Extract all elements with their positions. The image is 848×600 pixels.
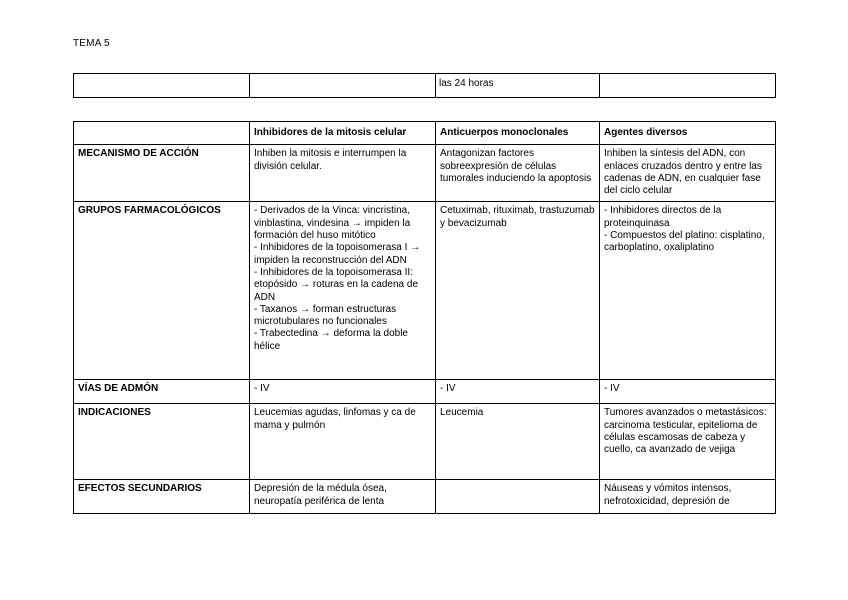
table-cell: las 24 horas	[436, 74, 600, 98]
table-row	[74, 404, 776, 480]
row-header: INDICACIONES	[74, 404, 250, 480]
table-cell: - IV	[600, 380, 776, 404]
row-header: MECANISMO DE ACCIÓN	[74, 145, 250, 202]
table-cell: - Inhibidores directos de la proteinquinasa - Compuestos del platino: cisplatino, carboplatino, oxaliplatino	[600, 202, 776, 380]
table-row	[74, 380, 776, 404]
table-cell	[250, 74, 436, 98]
row-header: GRUPOS FARMACOLÓGICOS	[74, 202, 250, 380]
table-cell: Inhiben la síntesis del ADN, con enlaces cruzados dentro y entre las cadenas de ADN, en cualquier fase del ciclo celular	[600, 145, 776, 202]
continuation-table	[73, 73, 776, 98]
table-row	[74, 480, 776, 514]
table-cell: - IV	[250, 380, 436, 404]
table-cell: Leucemia	[436, 404, 600, 480]
table-cell	[74, 74, 250, 98]
table-cell: Náuseas y vómitos intensos, nefrotoxicidad, depresión de	[600, 480, 776, 514]
table-row	[74, 74, 776, 98]
table-row	[74, 145, 776, 202]
column-header	[74, 122, 250, 145]
table-cell	[436, 480, 600, 514]
drug-comparison-table	[73, 121, 776, 514]
table-cell: Cetuximab, rituximab, trastuzumab y bevacizumab	[436, 202, 600, 380]
page-header-label: TEMA 5	[73, 38, 110, 49]
row-header: VÍAS DE ADMÓN	[74, 380, 250, 404]
table-cell: - IV	[436, 380, 600, 404]
column-header: Inhibidores de la mitosis celular	[250, 122, 436, 145]
table-cell: Antagonizan factores sobreexpresión de células tumorales induciendo la apoptosis	[436, 145, 600, 202]
table-cell: Tumores avanzados o metastásicos: carcinoma testicular, epitelioma de células escamosas de cabeza y cuello, ca avanzado de vejiga	[600, 404, 776, 480]
row-header: EFECTOS SECUNDARIOS	[74, 480, 250, 514]
table-row	[74, 202, 776, 380]
table-cell	[600, 74, 776, 98]
table-header-row	[74, 122, 776, 145]
table-cell: Inhiben la mitosis e interrumpen la división celular.	[250, 145, 436, 202]
column-header: Anticuerpos monoclonales	[436, 122, 600, 145]
column-header: Agentes diversos	[600, 122, 776, 145]
table-cell: Depresión de la médula ósea, neuropatía periférica de lenta	[250, 480, 436, 514]
table-cell: Leucemias agudas, linfomas y ca de mama y pulmón	[250, 404, 436, 480]
table-cell: - Derivados de la Vinca: vincristina, vinblastina, vindesina → impiden la formación del huso mitótico - Inhibidores de la topoisomerasa I → impiden la reconstrucción del ADN - Inhibidores de la topoisomerasa II: etopósido → roturas en la cadena de ADN - Taxanos → forman estructuras microtubulares no funcionales - Trabectedina → deforma la doble hélice	[250, 202, 436, 380]
